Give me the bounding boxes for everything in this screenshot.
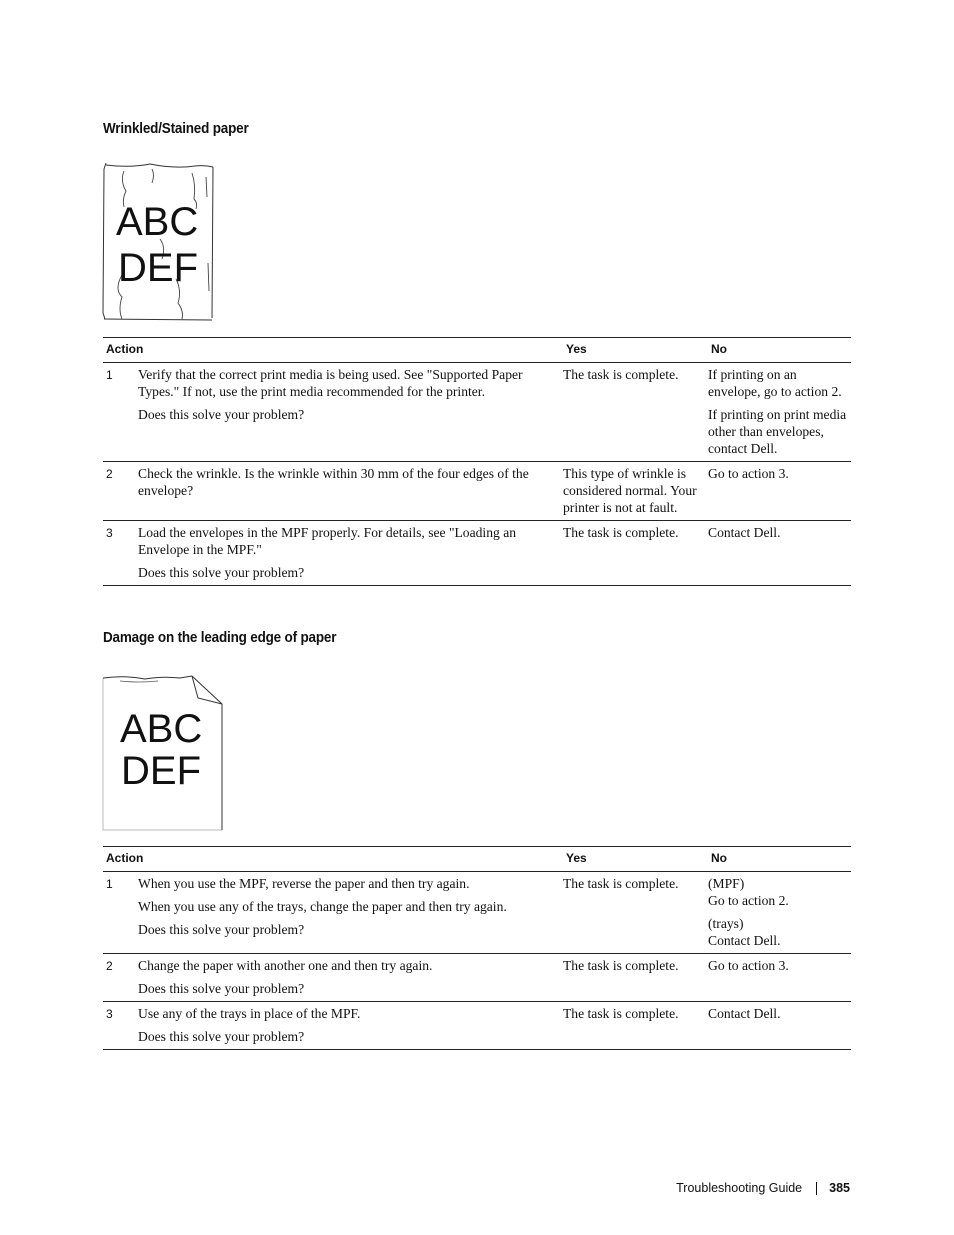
step-number: 3 (103, 1002, 138, 1050)
no-cell (708, 1002, 851, 1050)
yes-text: The task is complete. (563, 525, 679, 540)
yes-text: This type of wrinkle is considered normal. Your printer is not at fault. (563, 466, 697, 515)
no-text: Contact Dell. (708, 1006, 781, 1021)
action-cell (138, 954, 563, 1002)
action-cell (138, 1002, 563, 1050)
action-cell (138, 363, 563, 462)
action-text: Load the envelopes in the MPF properly. For details, see "Loading an Envelope in the MPF." (138, 525, 517, 557)
table-row (103, 872, 851, 954)
action-cell (138, 521, 563, 586)
action-text: Does this solve your problem? (138, 565, 305, 580)
step-number: 2 (103, 462, 138, 521)
yes-cell (563, 872, 708, 954)
action-text: Change the paper with another one and then try again. (138, 958, 433, 973)
action-text: Does this solve your problem? (138, 1029, 305, 1044)
no-cell (708, 872, 851, 954)
yes-text: The task is complete. (563, 367, 679, 382)
step-number: 1 (103, 363, 138, 462)
table-header-row (103, 847, 851, 872)
header-action: Action (103, 338, 563, 363)
table-row (103, 462, 851, 521)
wrinkled-paper-illustration (100, 163, 218, 323)
illustration-text-line1: ABC (116, 200, 199, 244)
yes-text: The task is complete. (563, 1006, 679, 1021)
action-text: Check the wrinkle. Is the wrinkle within 30 mm of the four edges of the envelope? (138, 466, 529, 498)
section-title-leading-edge: Damage on the leading edge of paper (103, 630, 337, 646)
action-text: Verify that the correct print media is being used. See "Supported Paper Types." If not, use the print media recommended for the printer. (138, 367, 523, 399)
action-text: Does this solve your problem? (138, 407, 305, 422)
footer-separator (816, 1182, 817, 1195)
section-title-wrinkled: Wrinkled/Stained paper (103, 121, 249, 137)
no-text: (MPF) Go to action 2. (708, 876, 789, 908)
step-number: 2 (103, 954, 138, 1002)
no-text: (trays) Contact Dell. (708, 916, 781, 948)
action-text: Use any of the trays in place of the MPF. (138, 1006, 361, 1021)
no-text: Contact Dell. (708, 525, 781, 540)
action-cell (138, 872, 563, 954)
table-row (103, 1002, 851, 1050)
page-number: 385 (829, 1181, 850, 1195)
no-text: If printing on print media other than envelopes, contact Dell. (708, 407, 847, 456)
header-action: Action (103, 847, 563, 872)
action-text: When you use the MPF, reverse the paper and then try again. (138, 876, 470, 891)
illustration-text-line2: DEF (118, 246, 198, 290)
table-row (103, 954, 851, 1002)
leading-edge-damage-illustration (100, 672, 226, 834)
no-text: Go to action 3. (708, 958, 789, 973)
illustration-text-line1: ABC (120, 707, 203, 751)
header-yes: Yes (563, 847, 708, 872)
no-text: If printing on an envelope, go to action 2. (708, 367, 842, 399)
action-text: Does this solve your problem? (138, 922, 305, 937)
header-no: No (708, 847, 851, 872)
leading-edge-damage-table (103, 846, 851, 1050)
yes-text: The task is complete. (563, 958, 679, 973)
step-number: 1 (103, 872, 138, 954)
illustration-text-line2: DEF (121, 749, 201, 793)
table-row (103, 363, 851, 462)
yes-text: The task is complete. (563, 876, 679, 891)
yes-cell (563, 1002, 708, 1050)
no-text: Go to action 3. (708, 466, 789, 481)
footer-label: Troubleshooting Guide (676, 1181, 803, 1195)
table-row (103, 521, 851, 586)
no-cell (708, 954, 851, 1002)
yes-cell (563, 521, 708, 586)
yes-cell (563, 954, 708, 1002)
action-cell (138, 462, 563, 521)
no-cell (708, 363, 851, 462)
header-yes: Yes (563, 338, 708, 363)
wrinkled-paper-table (103, 337, 851, 586)
step-number: 3 (103, 521, 138, 586)
action-text: When you use any of the trays, change the paper and then try again. (138, 899, 507, 914)
action-text: Does this solve your problem? (138, 981, 305, 996)
no-cell (708, 521, 851, 586)
no-cell (708, 462, 851, 521)
yes-cell (563, 462, 708, 521)
table-header-row (103, 338, 851, 363)
header-no: No (708, 338, 851, 363)
page-footer (676, 1181, 850, 1195)
yes-cell (563, 363, 708, 462)
